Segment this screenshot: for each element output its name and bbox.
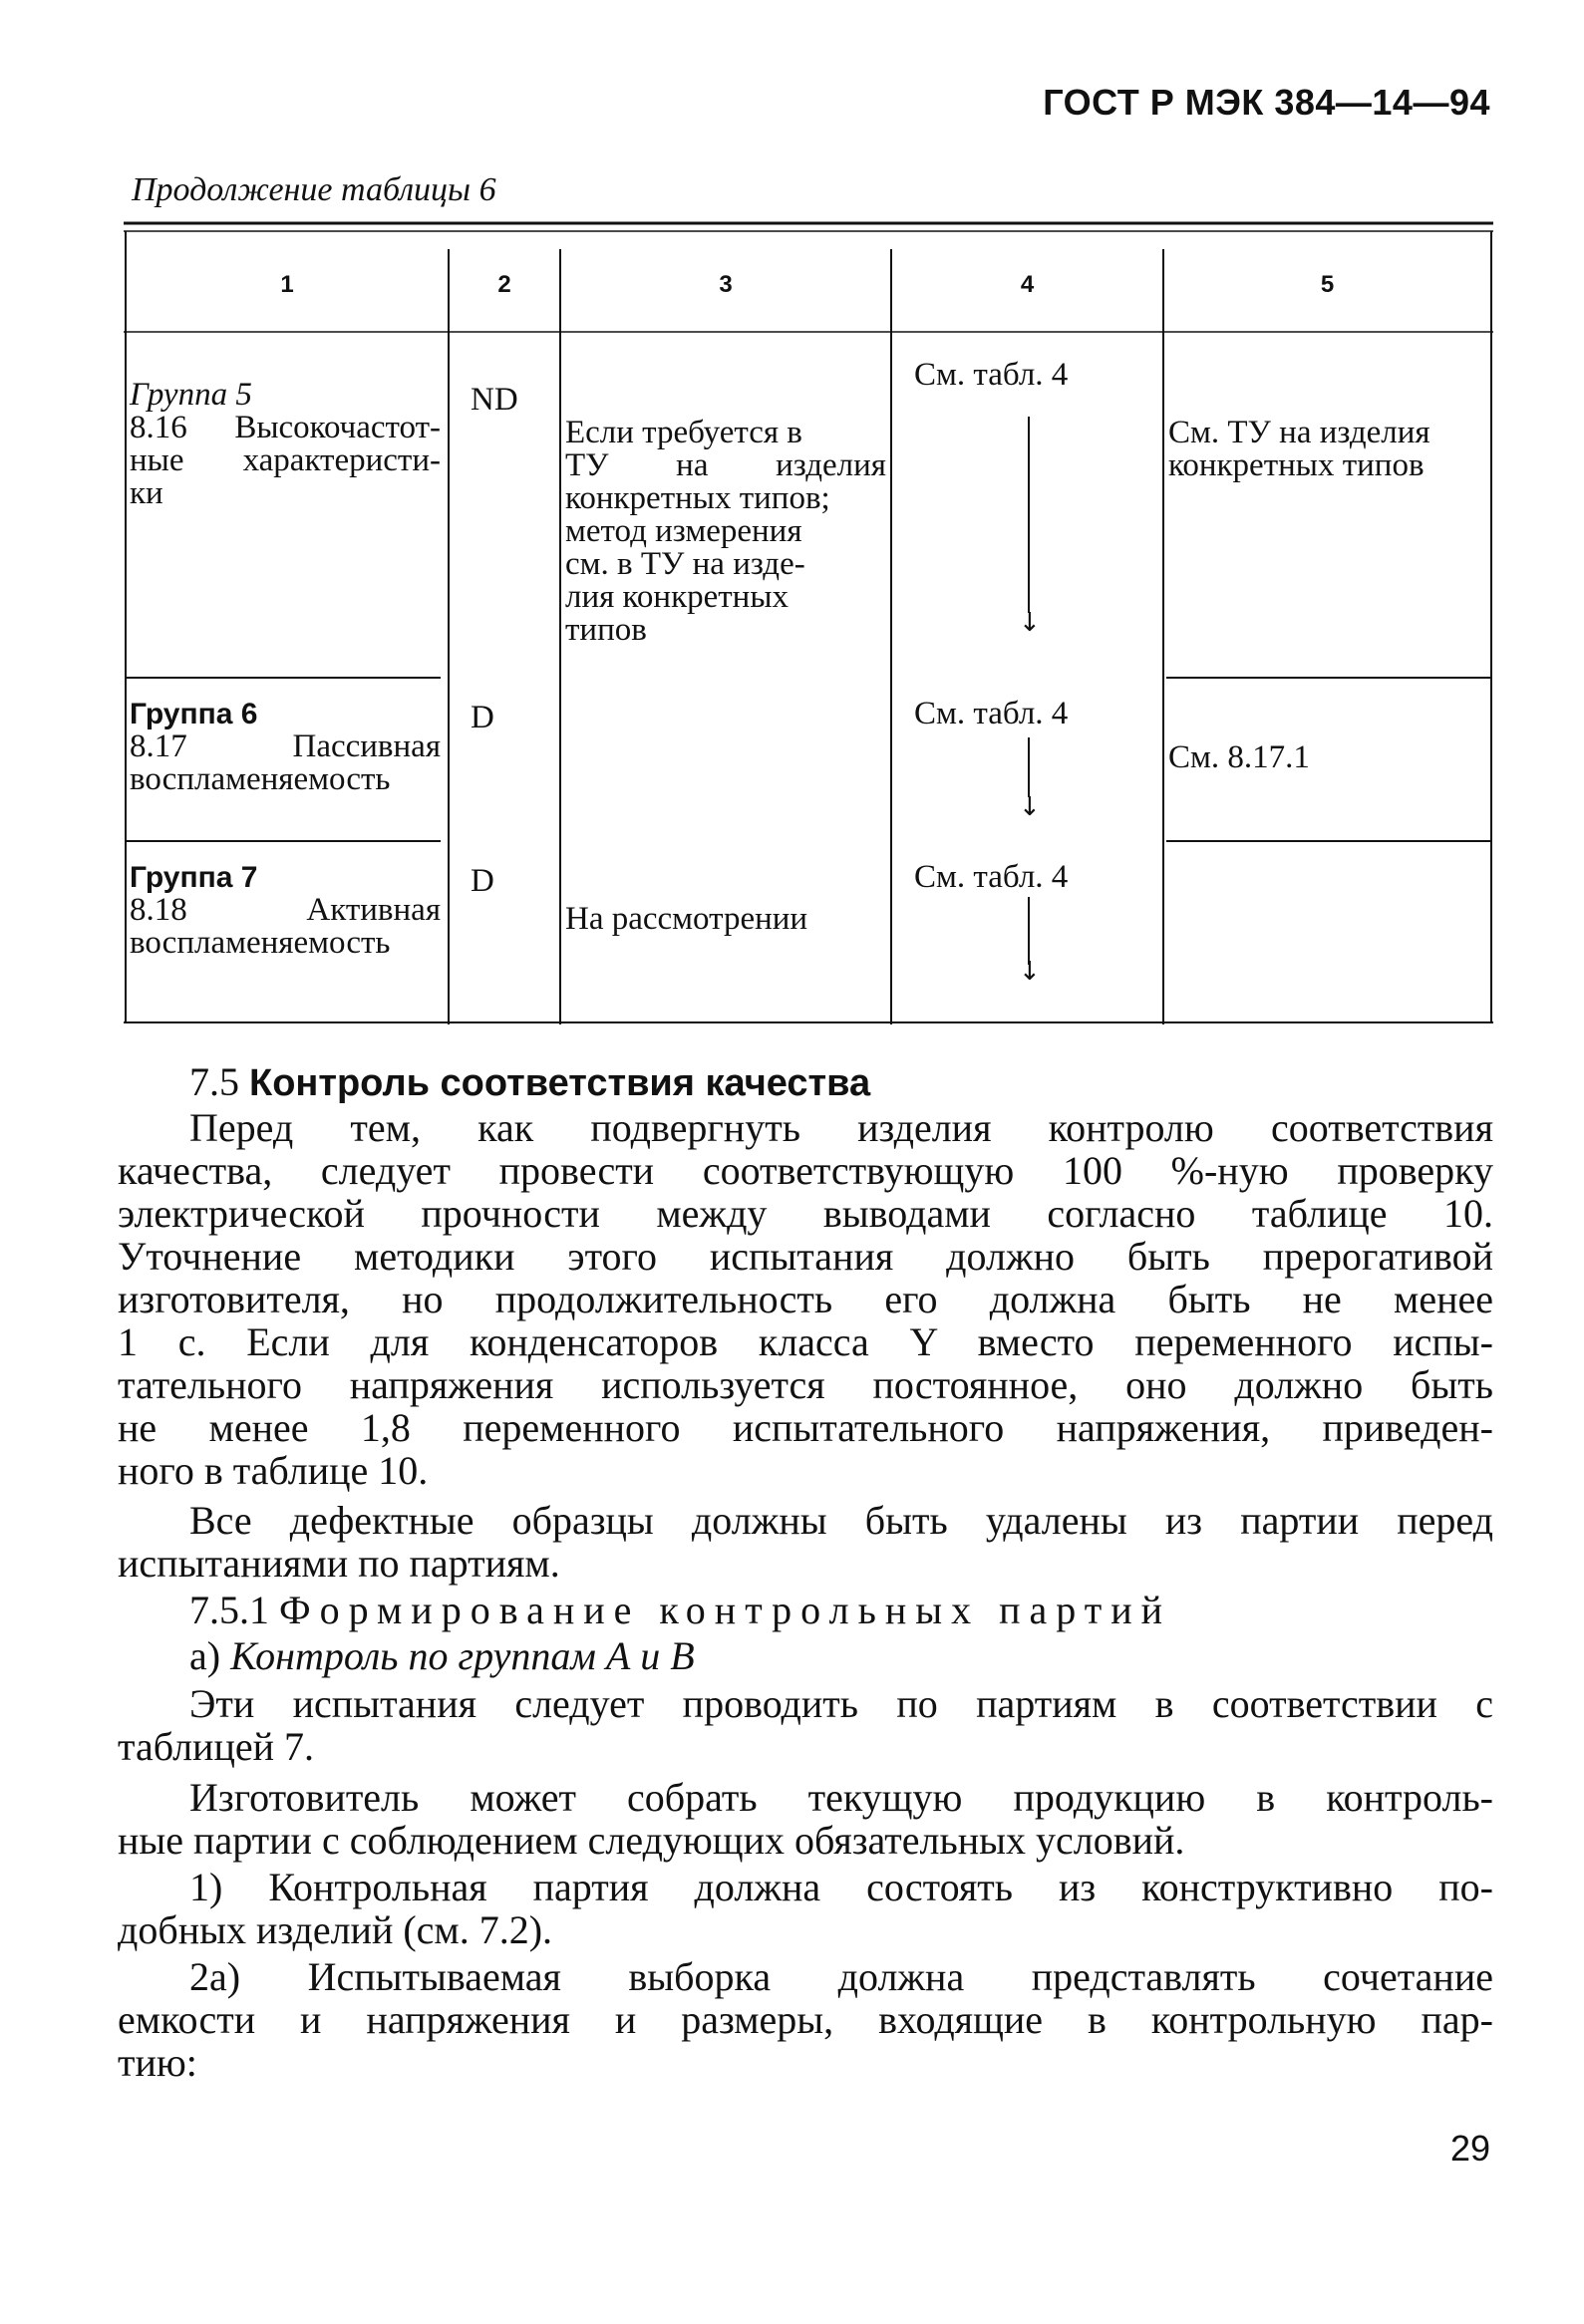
table-row-group-5 <box>130 379 441 510</box>
text-line: ного в таблице 10. <box>118 1448 429 1493</box>
text-line: изготовителя, но продолжительность его должна быть не менее <box>118 1277 1493 1321</box>
section-number: 7.5 <box>189 1059 239 1104</box>
subsection-title: Формирование контрольных партий <box>279 1588 1172 1632</box>
column-header-3: 3 <box>719 271 733 298</box>
table-row-group-6 <box>130 698 441 796</box>
reference-table-4: См. табл. 4 <box>914 859 1069 895</box>
text-line: Перед тем, как подвергнуть изделия контролю соответствия <box>189 1105 1493 1150</box>
requirement-code: ND <box>471 382 518 418</box>
requirement-code: D <box>471 700 494 735</box>
text-line: 1 с. Если для конденсаторов класса Y вместо переменного испы- <box>118 1319 1493 1364</box>
column-header-2: 2 <box>497 271 511 298</box>
text-line: Изготовитель может собрать текущую продукцию в контроль- <box>189 1775 1493 1820</box>
table-6-continuation <box>122 219 1495 1024</box>
item-line: 8.18 Активная <box>130 892 441 928</box>
text-line: ные партии с соблюдением следующих обязательных условий. <box>118 1818 1185 1863</box>
item-line: ные характеристи- <box>130 442 441 478</box>
condition-text: Если требуется в ТУ на изделия конкретных типов; метод измерения см. в ТУ на изде- лия конкретных типов <box>565 415 886 648</box>
reference-table-4: См. табл. 4 <box>914 357 1069 393</box>
text-line: электрической прочности между выводами согласно таблице 10. <box>118 1191 1493 1236</box>
text-line: добных изделий (см. 7.2). <box>118 1907 553 1952</box>
item-a-heading <box>189 1632 695 1679</box>
down-arrow-icon: ↓ <box>1019 792 1041 822</box>
column-header-4: 4 <box>1020 271 1035 298</box>
text-line: таблицей 7. <box>118 1724 315 1769</box>
group-label: Группа 7 <box>130 861 258 894</box>
subsection-number: 7.5.1 <box>189 1588 269 1632</box>
column-header-1: 1 <box>280 271 294 298</box>
requirement-code: D <box>471 863 494 899</box>
text-line: Все дефектные образцы должны быть удалены из партии перед <box>189 1498 1493 1543</box>
subsection-heading <box>189 1587 1171 1633</box>
text-line: качества, следует провести соответствующую 100 %-ную проверку <box>118 1148 1493 1193</box>
section-title: Контроль соответствия качества <box>249 1062 871 1104</box>
section-heading <box>189 1058 870 1105</box>
text-line: Эти испытания следует проводить по партиям в соответствии с <box>189 1681 1493 1726</box>
item-a-label: а) <box>189 1633 221 1678</box>
text-line: Уточнение методики этого испытания должно быть прерогативой <box>118 1234 1493 1279</box>
text-line: 1) Контрольная партия должна состоять из конструктивно по- <box>189 1865 1493 1909</box>
item-line: ки <box>130 475 163 511</box>
item-line: 8.16 Высокочастот- <box>130 410 441 445</box>
item-line: воспламеняемость <box>130 761 391 797</box>
note-text: См. 8.17.1 <box>1168 739 1310 775</box>
text-line: тию: <box>118 2040 197 2085</box>
text-line: 2а) Испытываемая выборка должна представлять сочетание <box>189 1954 1493 1999</box>
down-arrow-icon: ↓ <box>1019 608 1041 638</box>
column-header-5: 5 <box>1320 271 1335 298</box>
table-caption: Продолжение таблицы 6 <box>132 171 496 208</box>
condition-text: На рассмотрении <box>565 901 808 937</box>
item-line: воспламеняемость <box>130 925 391 961</box>
standard-code: ГОСТ Р МЭК 384—14—94 <box>1043 82 1490 123</box>
text-line: тательного напряжения используется постоянное, оно должно быть <box>118 1362 1493 1407</box>
text-line: емкости и напряжения и размеры, входящие в контрольную пар- <box>118 1997 1493 2042</box>
group-label: Группа 5 <box>130 377 252 413</box>
item-line: 8.17 Пассивная <box>130 728 441 764</box>
text-line: испытаниями по партиям. <box>118 1541 560 1586</box>
group-label: Группа 6 <box>130 698 258 730</box>
reference-table-4: См. табл. 4 <box>914 696 1069 731</box>
page-number: 29 <box>1449 2128 1490 2169</box>
item-a-title: Контроль по группам А и В <box>230 1633 695 1678</box>
table-row-group-7 <box>130 861 441 960</box>
note-text: См. ТУ на изделия конкретных типов <box>1168 415 1430 483</box>
text-line: не менее 1,8 переменного испытательного напряжения, приведен- <box>118 1405 1493 1450</box>
down-arrow-icon: ↓ <box>1019 957 1041 987</box>
